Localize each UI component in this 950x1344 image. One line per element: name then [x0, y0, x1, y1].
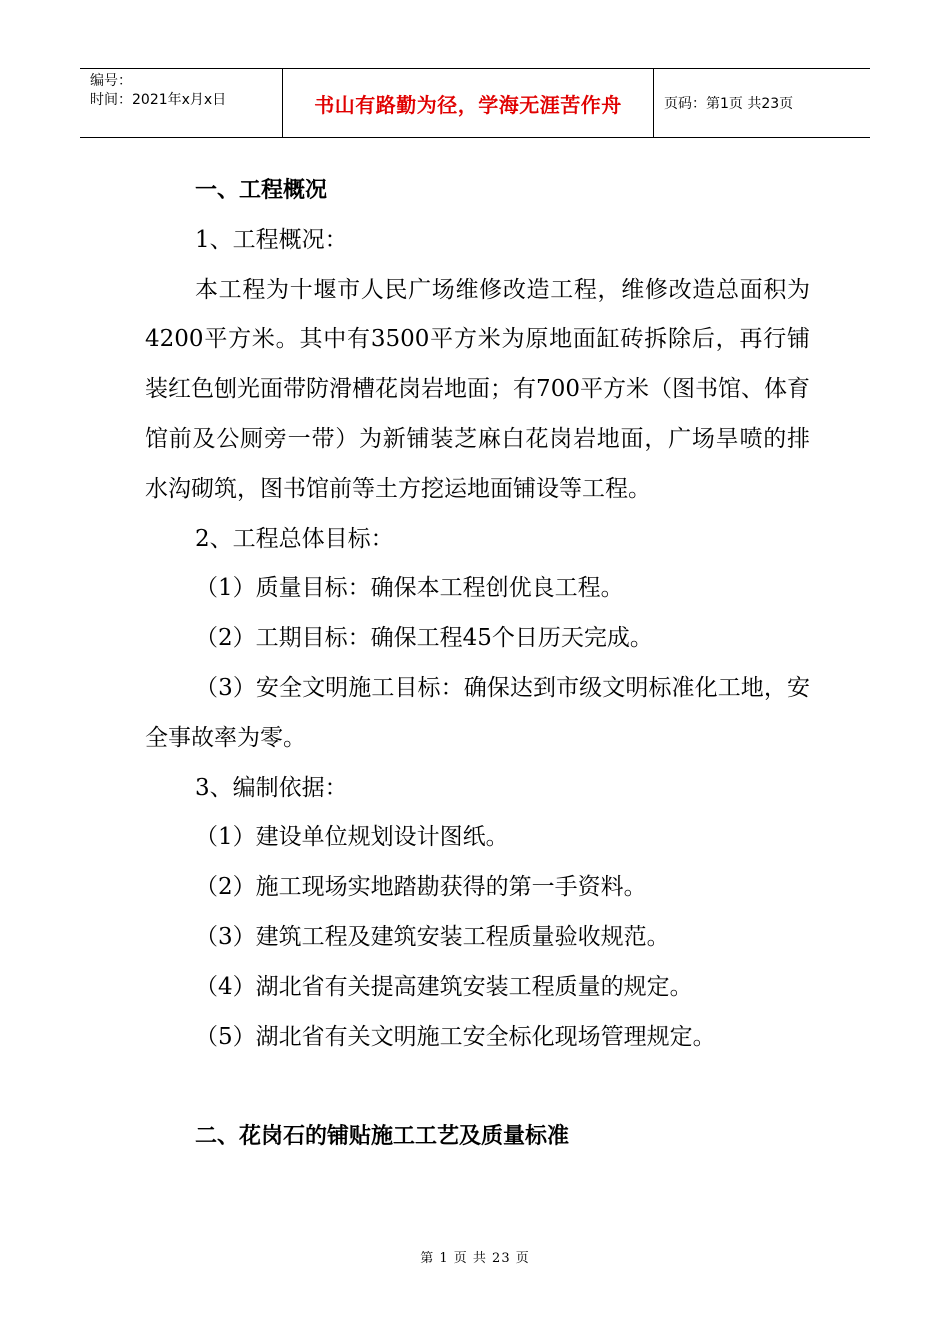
section-spacer	[145, 1062, 810, 1112]
basis-item: （2）施工现场实地踏勘获得的第一手资料。	[195, 874, 647, 901]
document-body	[145, 166, 810, 1162]
basis-item: （5）湖北省有关文明施工安全标化现场管理规定。	[195, 1023, 716, 1050]
subsection-title-goals: 2、工程总体目标：	[195, 525, 394, 552]
header-page-info: 页码：第1页 共23页	[664, 96, 794, 112]
basis-item: （1）建设单位规划设计图纸。	[195, 824, 509, 851]
basis-item: （4）湖北省有关提高建筑安装工程质量的规定。	[195, 973, 693, 1000]
document-number: 编号：	[90, 73, 132, 89]
overview-paragraph: 本工程为十堰市人民广场维修改造工程，维修改造总面积为4200平方米。其中有3500平方米为原地面缸砖拆除后，再行铺装红色刨光面带防滑槽花岗岩地面；有700平方米（图书馆、体育馆前及公厕旁一带）为新铺装芝麻白花岗岩地面，广场旱喷的排水沟砌筑，图书馆前等土方挖运地面铺设等工程。	[145, 276, 810, 502]
page-footer: 第 1 页 共 23 页	[420, 1251, 530, 1266]
goal-item: （3）安全文明施工目标：确保达到市级文明标准化工地，安全事故率为零。	[145, 674, 810, 751]
goal-item: （1）质量目标：确保本工程创优良工程。	[195, 575, 624, 602]
document-time: 时间：2021年x月x日	[90, 92, 227, 108]
goal-item: （2）工期目标：确保工程45个日历天完成。	[195, 625, 653, 652]
subsection-title-overview: 1、工程概况：	[195, 226, 348, 253]
header-meta	[80, 69, 282, 137]
section-heading-2: 二、花岗石的铺贴施工工艺及质量标准	[195, 1124, 570, 1150]
basis-item: （3）建筑工程及建筑安装工程质量验收规范。	[195, 923, 670, 950]
header-motto: 书山有路勤为径，学海无涯苦作舟	[314, 92, 622, 117]
header-motto-cell	[282, 69, 654, 137]
page-header	[80, 68, 870, 138]
section-heading-1: 一、工程概况	[195, 178, 328, 203]
subsection-title-basis: 3、编制依据：	[195, 774, 348, 801]
